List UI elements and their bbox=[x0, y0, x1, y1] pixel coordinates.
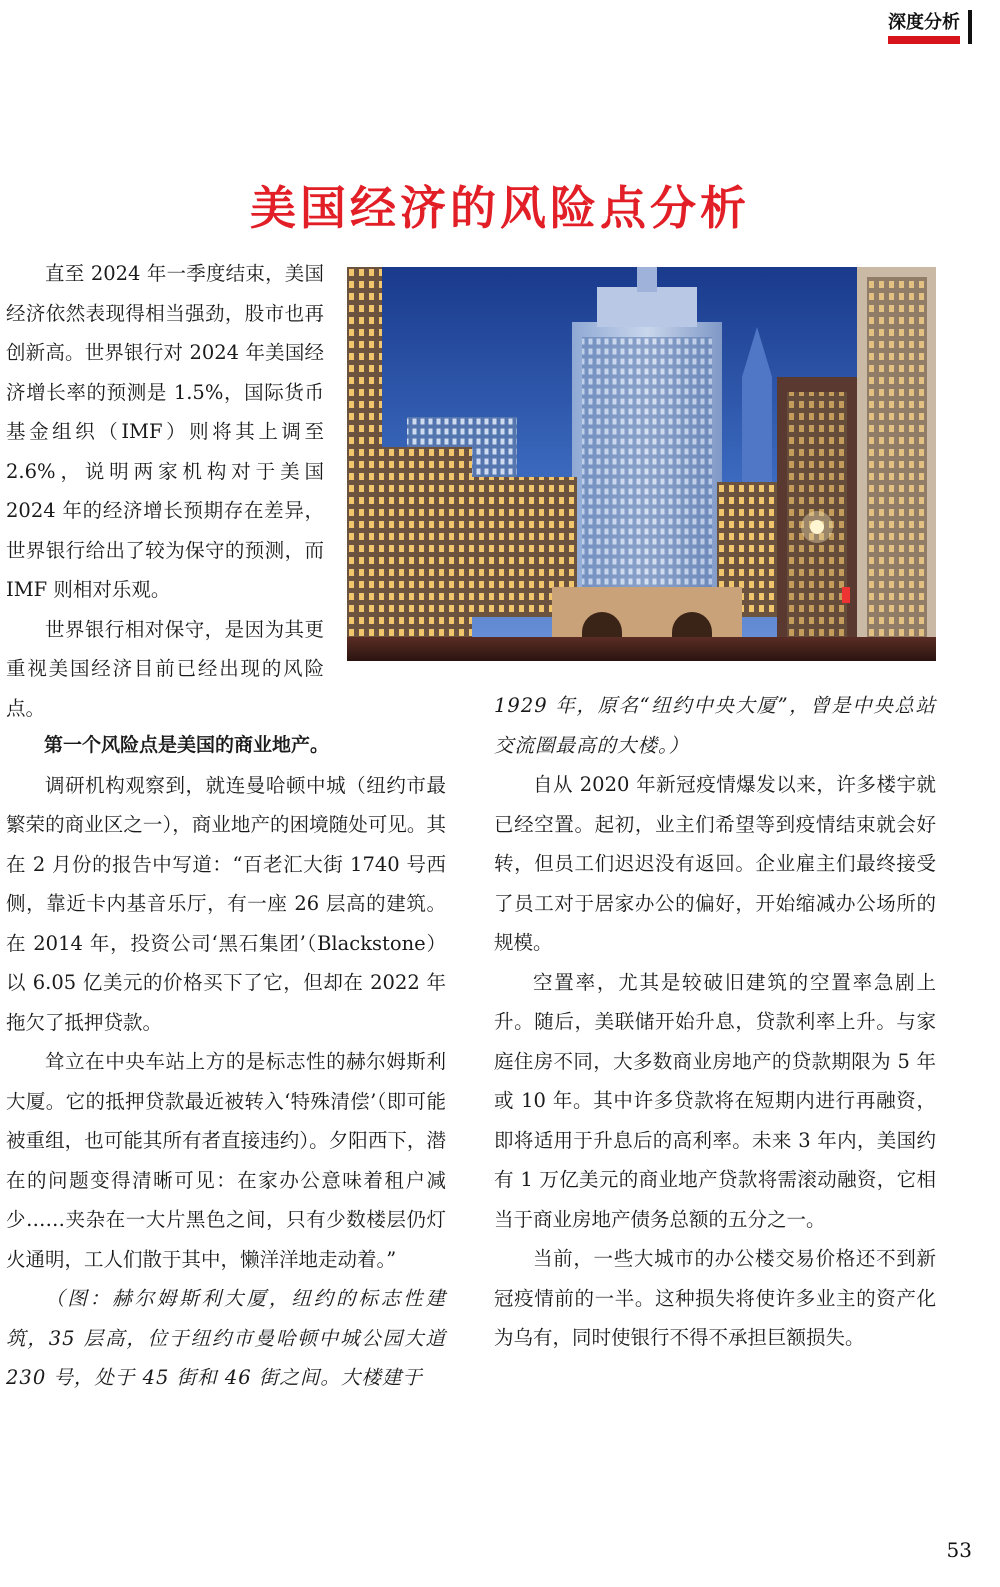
paragraph: 世界银行相对保守，是因为其更重视美国经济目前已经出现的风险点。 bbox=[6, 617, 324, 720]
photo-caption: （图：赫尔姆斯利大厦，纽约的标志性建筑，35 层高，位于纽约市曼哈顿中城公园大道 230 号，处于 45 街和 46 街之间。大楼建于 bbox=[6, 1287, 446, 1389]
section-header-label: 深度分析 bbox=[888, 12, 960, 33]
paragraph: 耸立在中央车站上方的是标志性的赫尔姆斯利大厦。它的抵押贷款最近被转入‘特殊清偿’（即可能被重组，也可能其所有者直接违约）。夕阳西下，潜在的问题变得清晰可见：在家办公意味着租户减少……夹杂在一大片黑色之间，只有少数楼层仍灯火通明，工人们散于其中，懒洋洋地走动着。” bbox=[6, 1050, 446, 1271]
building-photo bbox=[347, 267, 936, 661]
section-header-bar bbox=[968, 10, 972, 44]
page-number: 53 bbox=[946, 1538, 972, 1562]
right-column bbox=[494, 686, 936, 1358]
photo-caption-continued: 1929 年，原名“纽约中央大厦”，曾是中央总站交流圈最高的大楼。） bbox=[494, 694, 936, 757]
section-header-underline bbox=[888, 36, 960, 44]
paragraph: 空置率，尤其是较破旧建筑的空置率急剧上升。随后，美联储开始升息，贷款利率上升。与家庭住房不同，大多数商业房地产的贷款期限为 5 年或 10 年。其中许多贷款将在短期内进行再融资，即将适用于升息后的高利率。未来 3 年内，美国约有 1 万亿美元的商业地产贷款将需滚动融资，它相当于商业房地产债务总额的五分之一。 bbox=[494, 970, 936, 1231]
article-title: 美国经济的风险点分析 bbox=[250, 181, 750, 235]
intro-column bbox=[6, 254, 324, 728]
risk-point-heading: 第一个风险点是美国的商业地产。 bbox=[44, 734, 330, 756]
paragraph: 自从 2020 年新冠疫情爆发以来，许多楼宇就已经空置。起初，业主们希望等到疫情结束就会好转，但员工们迟迟没有返回。企业雇主们最终接受了员工对于居家办公的偏好，开始缩减办公场所的规模。 bbox=[494, 773, 936, 954]
left-column bbox=[6, 726, 446, 1398]
paragraph: 当前，一些大城市的办公楼交易价格还不到新冠疫情前的一半。这种损失将使许多业主的资产化为乌有，同时使银行不得不承担巨额损失。 bbox=[494, 1247, 936, 1349]
paragraph: 调研机构观察到，就连曼哈顿中城（纽约市最繁荣的商业区之一），商业地产的困境随处可见。其在 2 月份的报告中写道：“百老汇大街 1740 号西侧，靠近卡内基音乐厅，有一座 26 层高的建筑。在 2014 年，投资公司‘黑石集团’（Blackstone）以 6.05 亿美元的价格买下了它，但却在 2022 年拖欠了抵押贷款。 bbox=[6, 773, 446, 1034]
paragraph: 直至 2024 年一季度结束，美国经济依然表现得相当强劲，股市也再创新高。世界银行对 2024 年美国经济增长率的预测是 1.5%，国际货币基金组织（IMF）则将其上调至 2.6%，说明两家机构对于美国 2024 年的经济增长预期存在差异，世界银行给出了较为保守的预测，而 IMF 则相对乐观。 bbox=[6, 262, 324, 601]
